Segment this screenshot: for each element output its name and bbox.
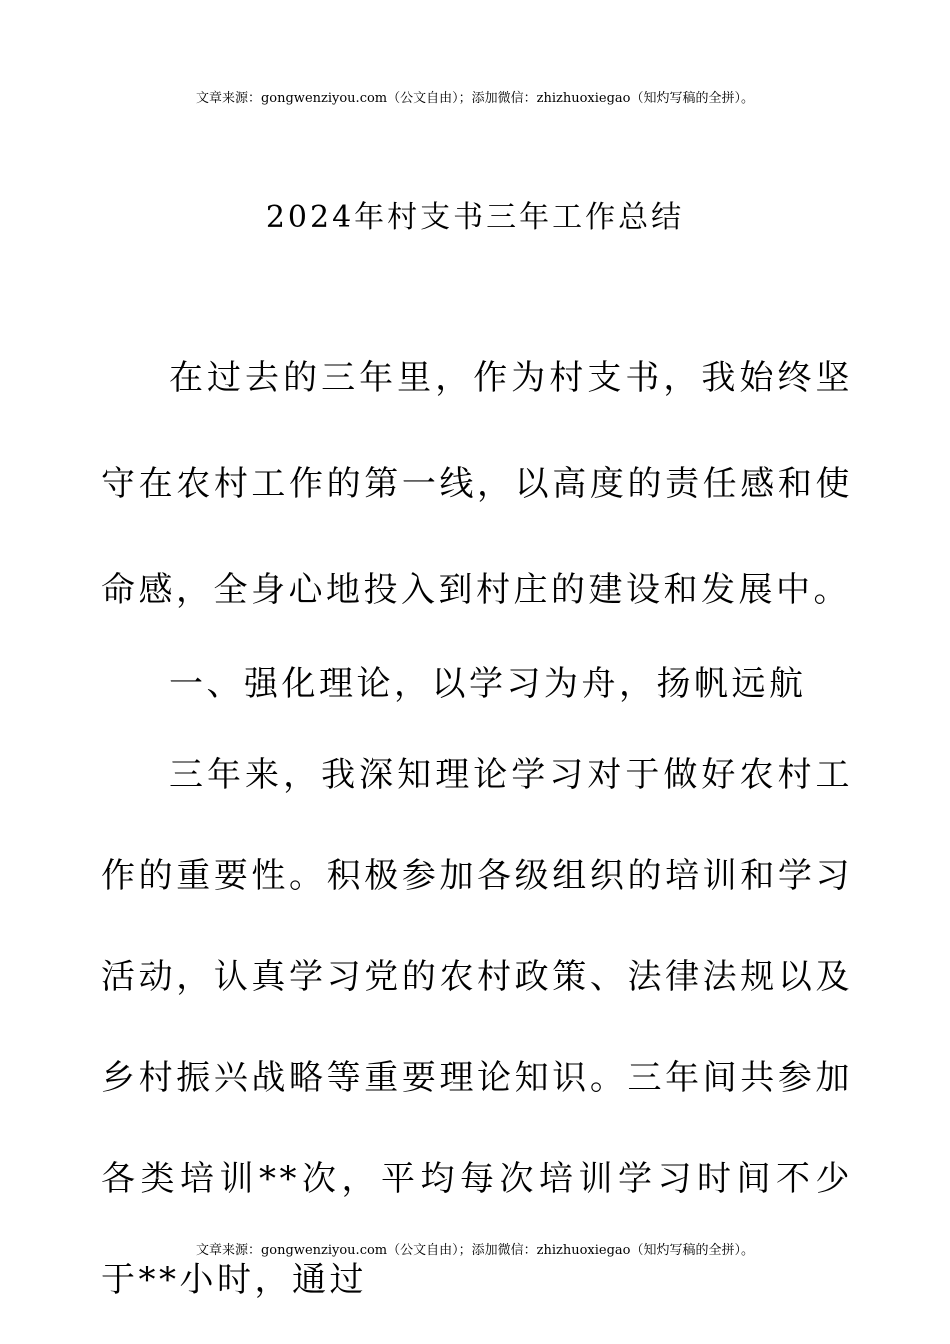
section-heading-1: 一、强化理论，以学习为舟，扬帆远航 (169, 664, 807, 704)
header-source-note: 文章来源：gongwenziyou.com（公文自由）；添加微信：zhizhuoxiegao（知灼写稿的全拼）。 (195, 91, 755, 106)
body-paragraph-intro: 在过去的三年里，作为村支书，我始终坚守在农村工作的第一线，以高度的责任感和使命感，全身心地投入到村庄的建设和发展中。 (101, 358, 853, 610)
body-paragraph-study: 三年来，我深知理论学习对于做好农村工作的重要性。积极参加各级组织的培训和学习活动，认真学习党的农村政策、法律法规以及乡村振兴战略等重要理论知识。三年间共参加各类培训**次，平均每次培训学习时间不少于**小时，通过 (101, 755, 853, 1300)
document-body (101, 325, 853, 1331)
footer-source-note: 文章来源：gongwenziyou.com（公文自由）；添加微信：zhizhuoxiegao（知灼写稿的全拼）。 (195, 1243, 755, 1258)
document-title: 2024年村支书三年工作总结 (265, 200, 685, 235)
